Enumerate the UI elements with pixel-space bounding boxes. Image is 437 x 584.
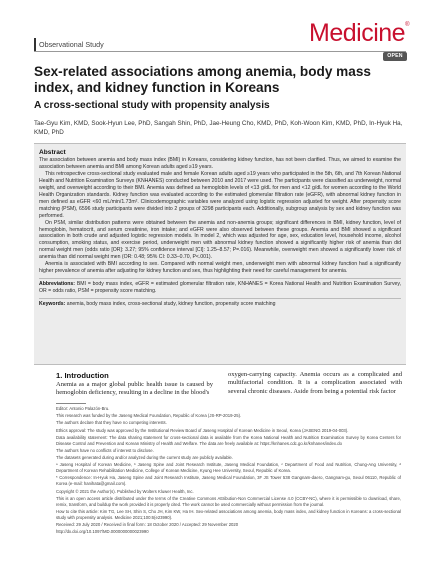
introduction-text-right: oxygen-carrying capacity. Anemia occurs as a complicated and multifactorial condition. It is a complication associated with several chronic diseases. Aside from being a potential risk factor [228, 371, 402, 395]
journal-name: Medicine [309, 19, 406, 47]
abstract-paragraph: Anemia is associated with BMI according to sex. Compared with normal weight men, underweight men with abnormal kidney function had a significantly higher prevalence of anemia after adjusting for kidney function and sex, thus highlighting their need for careful management for anemia. [39, 261, 401, 275]
footnote: This is an open access article distributed under the terms of the Creative Commons Attribution-Non Commercial License 4.0 (CCBY-NC), where it is permissible to download, share, remix, transform, and buildup the work provided it is properly cited. The work cannot be used commercially without permission from the journal. [56, 495, 401, 507]
open-access-badge: OPEN [383, 52, 407, 61]
abstract-divider [39, 278, 401, 279]
abstract-paragraph: This retrospective cross-sectional study evaluated male and female Korean adults aged ≥19 years who participated in the 5th, 6th, and 7th Korean National Health and Nutrition Examination Surveys (KNHANES) conducted between 2010 and 2017 were used. The participants were classified as underweight, normal weight, and overweight according to their BMI. Anemia was defined as hemoglobin levels of <13 g/dL for men and <12 g/dL for women according to the World Health Organization standards. Kidney function was evaluated according to the estimated glomerular filtration rate (eGFR), with abnormal kidney function in men defined as eGFR <60 mL/min/1.73m². Clinicodemographic variables were analyzed using logistic regression adjusted for weight. After propensity score matching (PSM), 6596 study participants were divided into 2 groups of 3298 participants each. Additionally, subgroup analysis by sex and kidney function was performed. [39, 170, 401, 219]
footnote: Editor: Antonio Palazón-Bru. [56, 406, 110, 411]
keywords-text: anemia, body mass index, cross-sectional study, kidney function, propensity score matching [66, 301, 276, 308]
footnote: Ethics approval: The study was approved by the Institutional Review Board of Jaseng Hospital of Korean Medicine in Seoul, Korea (JASENG 2019-04-003). [56, 427, 349, 433]
abbreviations-label: Abbreviations: [39, 281, 75, 288]
footnote: The datasets generated during and/or analyzed during the current study are publicly available. [56, 455, 233, 461]
abstract-divider [39, 298, 401, 299]
registered-mark: ® [405, 22, 409, 28]
section-label: Observational Study [34, 38, 184, 51]
abstract-heading: Abstract [39, 149, 66, 156]
abstract-box [34, 143, 406, 365]
article-title: Sex-related associations among anemia, body mass index, and kidney function in Koreans [34, 64, 371, 95]
footnote: Data availability statement: The data sharing statement for cross-sectional data is available from the Korea National Health and Nutrition Examination Survey by Korea Centers for Disease Control and Prevention and Korean Ministry of Health and Welfare. The data are freely available at: https://knhanes.cdc.go.kr/knhanes/index.do [56, 434, 401, 446]
footnote: Received: 29 July 2020 / Received in final form: 18 October 2020 / Accepted: 29 November 2020 [56, 521, 239, 527]
footnote: The authors have no conflicts of interest to disclose. [56, 447, 154, 453]
author-list: Tae-Gyu Kim, KMD, Sook-Hyun Lee, PhD, Sangah Shin, PhD, Jae-Heung Cho, KMD, PhD, Koh-Woon Kim, KMD, PhD, In-Hyuk Ha, KMD, PhD [34, 120, 403, 136]
footnote: * Correspondence: In-Hyuk Ha, Jaseng Spine and Joint Research Institute, Jaseng Medical Foundation, 3F JS Tower 538 Gangnam-daero, Gangnam-gu, Seoul 06110, Republic of Korea (e-mail: hanihata@gmail.com). [56, 475, 401, 487]
introduction-text-left: Anemia as a major global public health issue is caused by hemoglobin deficiency, resulting in a decline in the blood's [56, 381, 213, 397]
footnote: How to cite this article: Kim TG, Lee SH, Shin S, Cho JH, Kim KW, Ha IH. Sex-related associations among anemia, body mass index, and kidney function in Koreans: a cross-sectional study with propensity analysis. Medicine 2021;100:6(e23990). [56, 508, 401, 520]
footnote-rule [56, 403, 86, 404]
journal-logo [289, 20, 409, 46]
footnote: The authors declare that they have no competing interests. [56, 420, 167, 426]
footnote: This research was funded by the Jaseng Medical Foundation, Republic of Korea (JS-RP-2019-25). [56, 413, 242, 419]
abstract-paragraph: On PSM, similar distribution patterns were obtained between the anemia and non-anemia groups; significant differences in BMI, kidney function, level of hemoglobin, hematocrit, and serum creatinine, iron intake; and eGFR were also observed between these groups. Anemia and BMI showed a significant association in both crude and adjusted logistic regression models. In model 2, which was adjusted for age, sex, education level, household income, alcohol consumption, smoking status, and exercise period, underweight men with abnormal kidney function showed a significantly higher risk of anemia than did normal weight men (odds ratio [OR]: 3.27; 95% confidence interval [CI]: 1.25–8.57; P=.016). Meanwhile, overweight men showed a significantly lower risk of anemia than did normal weight men (OR: 0.48; 95% CI: 0.33–0.70, P<.001). [39, 219, 401, 261]
footnote: Copyright © 2021 the Author(s). Published by Wolters Kluwer Health, Inc. [56, 488, 194, 494]
introduction-heading: 1. Introduction [56, 371, 109, 380]
doi-link[interactable]: http://dx.doi.org/10.1097/MD.0000000000023990 [56, 529, 149, 535]
abbreviations [39, 281, 401, 295]
footnote: ᵃ Jaseng Hospital of Korean Medicine, ᵇ Jaseng Spine and Joint Research Institute, Jaseng Medical Foundation, ᶜ Department of Food and Nutrition, Chung-Ang University, ᵈ Department of Korean Rehabilitation Medicine, College of Korean Medicine, Kyung Hee University, Seoul, Republic of Korea. [56, 462, 401, 474]
keywords-label: Keywords: [39, 301, 66, 308]
article-subtitle: A cross-sectional study with propensity analysis [34, 100, 270, 111]
keywords [39, 301, 401, 308]
footnotes [56, 406, 401, 578]
abstract-paragraph: The association between anemia and body mass index (BMI) in Koreans, considering kidney function, has not been clarified. Thus, we aimed to examine the association between anemia and BMI among Korean adults aged ≥19 years. [39, 157, 401, 170]
header-rule [34, 51, 406, 52]
abbreviations-text: BMI = body mass index, eGFR = estimated glomerular filtration rate, KNHANES = Korea National Health and Nutrition Examination Survey, OR = odds ratio, PSM = propensity score matching. [39, 281, 401, 295]
